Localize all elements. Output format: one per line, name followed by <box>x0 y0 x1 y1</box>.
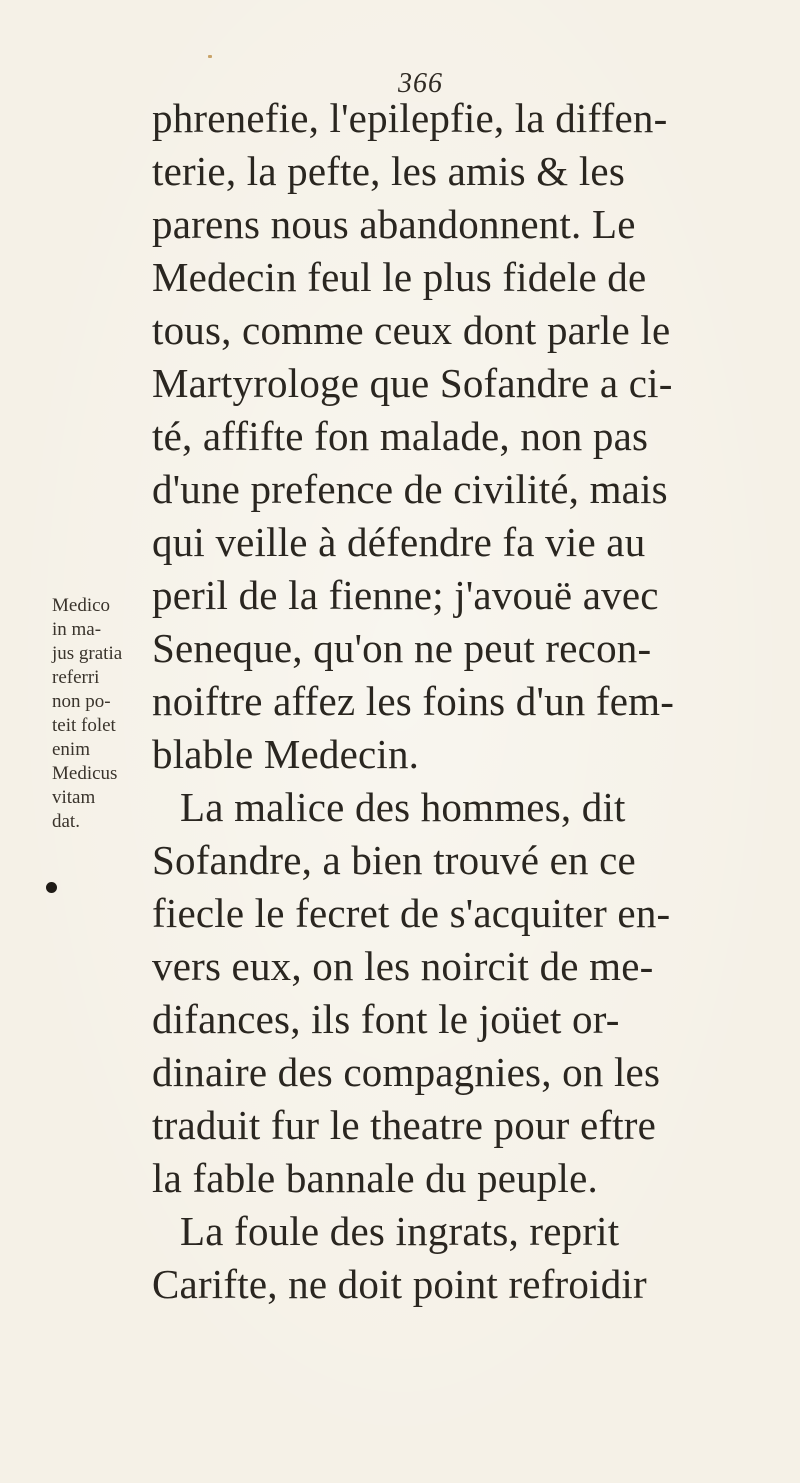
marginal-note-line: vitam <box>52 787 96 808</box>
text-line: Seneque, qu'on ne peut recon- <box>152 625 652 671</box>
text-line: Martyrologe que Sofandre a ci- <box>152 360 673 406</box>
text-line: fiecle le fecret de s'acquiter en- <box>152 890 671 936</box>
text-line: dinaire des compagnies, on les <box>152 1049 661 1095</box>
marginal-note-line: dat. <box>52 811 80 832</box>
text-line: qui veille à défendre fa vie au <box>152 519 646 565</box>
text-line: La foule des ingrats, reprit <box>180 1208 620 1254</box>
text-line: peril de la fienne; j'avouë avec <box>152 572 659 618</box>
text-line: La malice des hommes, dit <box>180 784 626 830</box>
marginal-note-line: Medicus <box>52 763 118 784</box>
marginal-note-line: jus gratia <box>52 643 123 664</box>
marginal-note-line: non po- <box>52 691 111 712</box>
text-line: parens nous abandonnent. Le <box>152 201 636 247</box>
marginal-note <box>52 594 142 834</box>
marginal-note-line: enim <box>52 739 90 760</box>
text-line: difances, ils font le joüet or- <box>152 996 620 1042</box>
text-line: Medecin feul le plus fidele de <box>152 254 647 300</box>
page-number: 366 <box>398 68 443 99</box>
bullet-mark <box>46 882 57 893</box>
text-line: Sofandre, a bien trouvé en ce <box>152 837 636 883</box>
text-line: vers eux, on les noircit de me- <box>152 943 654 989</box>
marginal-note-line: Medico <box>52 595 111 616</box>
text-line: Carifte, ne doit point refroidir <box>152 1261 647 1307</box>
text-line: terie, la pefte, les amis & les <box>152 148 625 194</box>
text-line: traduit fur le theatre pour eftre <box>152 1102 657 1148</box>
text-line: tous, comme ceux dont parle le <box>152 307 671 353</box>
text-line: phrenefie, l'epilepfie, la diffen- <box>152 95 668 141</box>
text-line: té, affifte fon malade, non pas <box>152 413 649 459</box>
marginal-note-line: in ma- <box>52 619 102 640</box>
text-line: d'une prefence de civilité, mais <box>152 466 668 512</box>
marginal-note-line: teit folet <box>52 715 116 736</box>
paper-speck <box>208 55 212 58</box>
main-text-block <box>152 92 752 1311</box>
text-line: la fable bannale du peuple. <box>152 1155 598 1201</box>
text-line: noiftre affez les foins d'un fem- <box>152 678 675 724</box>
text-line: blable Medecin. <box>152 731 420 777</box>
marginal-note-line: referri <box>52 667 100 688</box>
